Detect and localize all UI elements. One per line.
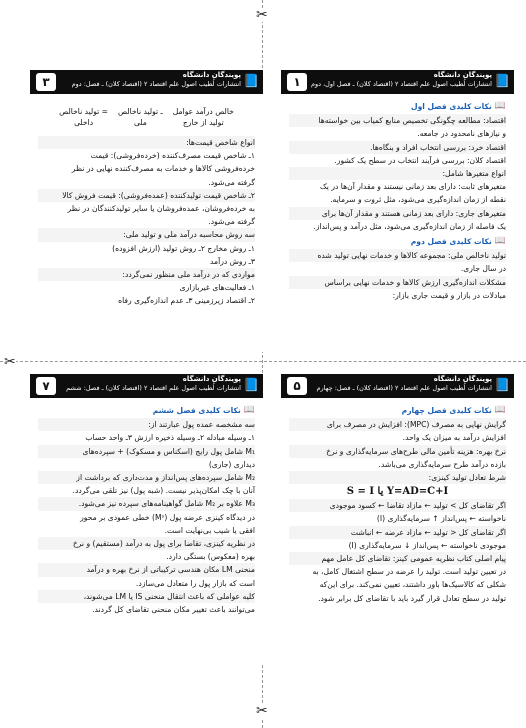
text-line: اقتصاد: مطالعه چگونگی تخصیص منابع کمیاب بین خواسته‌ها (289, 114, 506, 127)
book-icon: 📖 (243, 405, 255, 415)
text-line: خرده‌فروشی کالاها و خدمات به مصرف‌کننده نهایی در نظر (71, 164, 255, 174)
brand-line1: پویندگان دانشگاه (182, 375, 241, 383)
note-card-1 (281, 70, 514, 352)
text-line: سه مشخصه عمده پول عبارتند از: (38, 418, 255, 431)
text-line: M₂ شامل سپرده‌های پس‌انداز و مدت‌داری که برداشت از (38, 471, 255, 484)
text-line: منحنی LM مکان هندسی ترکیباتی از نرخ بهره و درآمد (38, 563, 255, 576)
header-brand (72, 71, 241, 89)
brand-line1: پویندگان دانشگاه (433, 375, 492, 383)
book-logo-icon: 📘 (243, 74, 260, 89)
header-brand (66, 375, 241, 393)
section-title: 📖 نکات کلیدی فصل اول (289, 100, 506, 113)
brand-line2: انتشارات لُطیب اصول علم اقتصاد ۲ (اقتصاد کلان) ـ فصل: دوم (71, 80, 241, 88)
text-line: اگر تقاضای کل > تولید ← مازاد تقاضا ← کسود موجودی (289, 499, 506, 512)
brand-line2: انتشارات لُطیب اصول علم اقتصاد ۲ (اقتصاد کلان) ـ فصل: ششم (66, 384, 241, 392)
scissors-icon: ✂ (256, 7, 268, 23)
brand-line1: پویندگان دانشگاه (182, 71, 241, 79)
scissors-icon: ✂ (4, 354, 16, 370)
text-line: متغیرهای جاری: دارای بعد زمانی هستند و مقدار آن‌ها برای (289, 207, 506, 220)
brand-line2: انتشارات لُطیب اصول علم اقتصاد ۲ (اقتصاد کلان) ـ فصل اول، دوم (310, 80, 492, 88)
text-line: کلیه عواملی که باعث انتقال منحنی IS یا LM می‌شوند، (38, 590, 255, 603)
text-line: انواع متغیرها شامل: (289, 167, 506, 180)
text-line: M₃ علاوه بر M₂ شامل گواهینامه‌های سپرده نیز می‌شود. (38, 497, 255, 510)
text-line: نرخ بهره: هزینه تأمین مالی طرح‌های سرمایه‌گذاری و نرخ (289, 445, 506, 458)
text-line: موجودی ناخواسته ← پس‌انداز ↓ سرمایه‌گذاری (I) (348, 540, 506, 550)
text-line: گرفته می‌شود. (208, 217, 255, 227)
gdp-formula: خالص درآمد عوامل تولید از خارج ـ تولید ناخالص ملی = تولید ناخالص داخلی (59, 107, 234, 127)
brand-line2: انتشارات لُطیب اصول علم اقتصاد ۲ (اقتصاد کلان) ـ فصل: چهارم (316, 384, 492, 392)
text-line: مشکلات اندازه‌گیری ارزش کالاها و خدمات نهایی براساس (289, 276, 506, 289)
text-line: گرفته می‌شود. (208, 177, 255, 187)
text-line: ۲ـ اقتصاد زیرزمینی ۳ـ عدم اندازه‌گیری رفاه (118, 296, 255, 306)
text-line: به خرده‌فروشان، عمده‌فروشان یا سایر تولیدکنندگان در نظر (67, 204, 255, 214)
page-number: ۱ (287, 73, 307, 91)
text-line: نقطه از زمان اندازه‌گیری می‌شود، مثل ثروت و سرمایه. (330, 195, 506, 205)
card-header (30, 70, 263, 94)
text-line: ۱ـ وسیله مبادله ۲ـ وسیله ذخیره ارزش ۳ـ واحد حساب (85, 433, 255, 443)
text-line: ناخواسته ← پس‌انداز ↑ سرمایه‌گذاری (I) (376, 514, 506, 524)
note-card-3 (30, 70, 263, 352)
card-header (30, 374, 263, 398)
note-card-5 (281, 374, 514, 664)
text-line: متغیرهای ثابت: دارای بعد زمانی نیستند و مقدار آن‌ها در یک (320, 182, 506, 192)
scissors-icon: ✂ (256, 703, 268, 719)
text-line: ۳ـ روش درآمد (210, 256, 255, 266)
brand-line1: پویندگان دانشگاه (433, 71, 492, 79)
text-line: تولید ناخالص ملی: مجموعه کالاها و خدمات نهایی تولید شده (289, 249, 506, 262)
book-icon: 📖 (494, 101, 506, 111)
text-line: در سال جاری. (460, 264, 506, 274)
text-line: شرط تعادل تولید کینزی: (289, 471, 506, 484)
text-line: در دیدگاه کینزی عرضه پول (Mˢ) خطی عمودی بر محور (80, 512, 255, 522)
section-title: 📖 نکات کلیدی فصل چهارم (289, 404, 506, 417)
page-number: ۵ (287, 377, 307, 395)
text-line: تولید در سطح تعادل قرار گیرد باید با تقاضای کل برابر شود. (318, 593, 506, 603)
card-header (281, 70, 514, 94)
book-logo-icon: 📘 (494, 74, 511, 89)
text-line: و نیازهای نامحدود در جامعه. (417, 129, 506, 139)
text-line: مبادلات در بازار و قیمت جاری بازار: (392, 290, 506, 300)
text-line: گرایش نهایی به مصرف (MPC): افزایش در مصرف برای (289, 418, 506, 431)
book-logo-icon: 📘 (243, 378, 260, 393)
book-icon: 📖 (494, 236, 506, 247)
note-card-7 (30, 374, 263, 664)
text-line: ۱ـ فعالیت‌های غیربازاری (179, 283, 255, 293)
text-line: ۱ـ روش مخارج ۲ـ روش تولید (ارزش افزوده) (112, 243, 255, 253)
header-brand (316, 375, 492, 393)
text-line: در نظریه کینزی، تقاضا برای پول به درآمد (مستقیم) و نرخ (38, 537, 255, 550)
section-title: 📖 نکات کلیدی فصل ششم (38, 404, 255, 417)
text-line: بهره (معکوس) بستگی دارد. (166, 552, 255, 562)
page-number: ۳ (36, 73, 56, 91)
text-line: می‌توانند باعث تغییر مکان منحنی تقاضای کل گردند. (92, 605, 255, 615)
book-icon: 📖 (494, 405, 506, 415)
text-line: ۲ـ شاخص قیمت تولیدکننده (عمده‌فروشی): قیمت فروش کالا (38, 189, 255, 202)
text-line: شکلی که کالاسیک‌ها باور داشتند، تعیین نمی‌کند. برای این‌که (319, 580, 506, 590)
horizontal-cut-line (0, 361, 526, 362)
page-number: ۷ (36, 377, 56, 395)
text-line: دیداری (جاری) (208, 459, 255, 469)
text-line: M₁ شامل پول رایج (اسکناس و مسکوک) + سپرده‌های (38, 445, 255, 458)
text-line: اگر تقاضای کل < تولید ← مازاد عرضه ← انباشت (289, 526, 506, 539)
text-line: مواردی که در درآمد ملی منظور نمی‌گردد: (38, 268, 255, 281)
text-line: پیام اصلی کتاب نظریه عمومی کینز: تقاضای کل عامل مهم (289, 552, 506, 565)
header-brand (311, 71, 492, 89)
text-line: بازده درآمد طرح سرمایه‌گذاری می‌باشد. (378, 459, 506, 469)
text-line: ۱ـ شاخص قیمت مصرف‌کننده (خرده‌فروشی): قیمت (90, 151, 255, 161)
text-line: اقتصاد کلان: بررسی فرآیند انتخاب در سطح یک کشور. (334, 155, 506, 165)
text-line: اقتصاد خرد: بررسی انتخاب افراد و بنگاه‌ها. (289, 141, 506, 154)
book-logo-icon: 📘 (494, 378, 511, 393)
card-header (281, 374, 514, 398)
text-line: است که بازار پول را متعادل می‌سازد. (135, 578, 255, 588)
text-line: سه روش محاسبه درآمد ملی و تولید ملی: (38, 228, 255, 241)
text-line: آنان با چک امکان‌پذیر نیست. (شبه پول) نیز تلقی می‌گردد. (72, 486, 255, 496)
text-line: انواع شاخص قیمت‌ها: (38, 136, 255, 149)
keynes-equilibrium-equation: S = I یا Y=AD=C+I (346, 486, 449, 498)
text-line: افزایش درآمد به میزان یک واحد. (402, 433, 506, 443)
text-line: افقی یا شیب بی‌نهایت است. (164, 525, 255, 535)
section-title: 📖 نکات کلیدی فصل دوم (289, 235, 506, 248)
text-line: یک فاصله از زمان اندازه‌گیری می‌شود، مثل درآمد و پس‌انداز. (313, 221, 506, 231)
text-line: در تعیین تولید است. تولید را عرضه در سطح اشتغال کامل، به (312, 567, 506, 577)
